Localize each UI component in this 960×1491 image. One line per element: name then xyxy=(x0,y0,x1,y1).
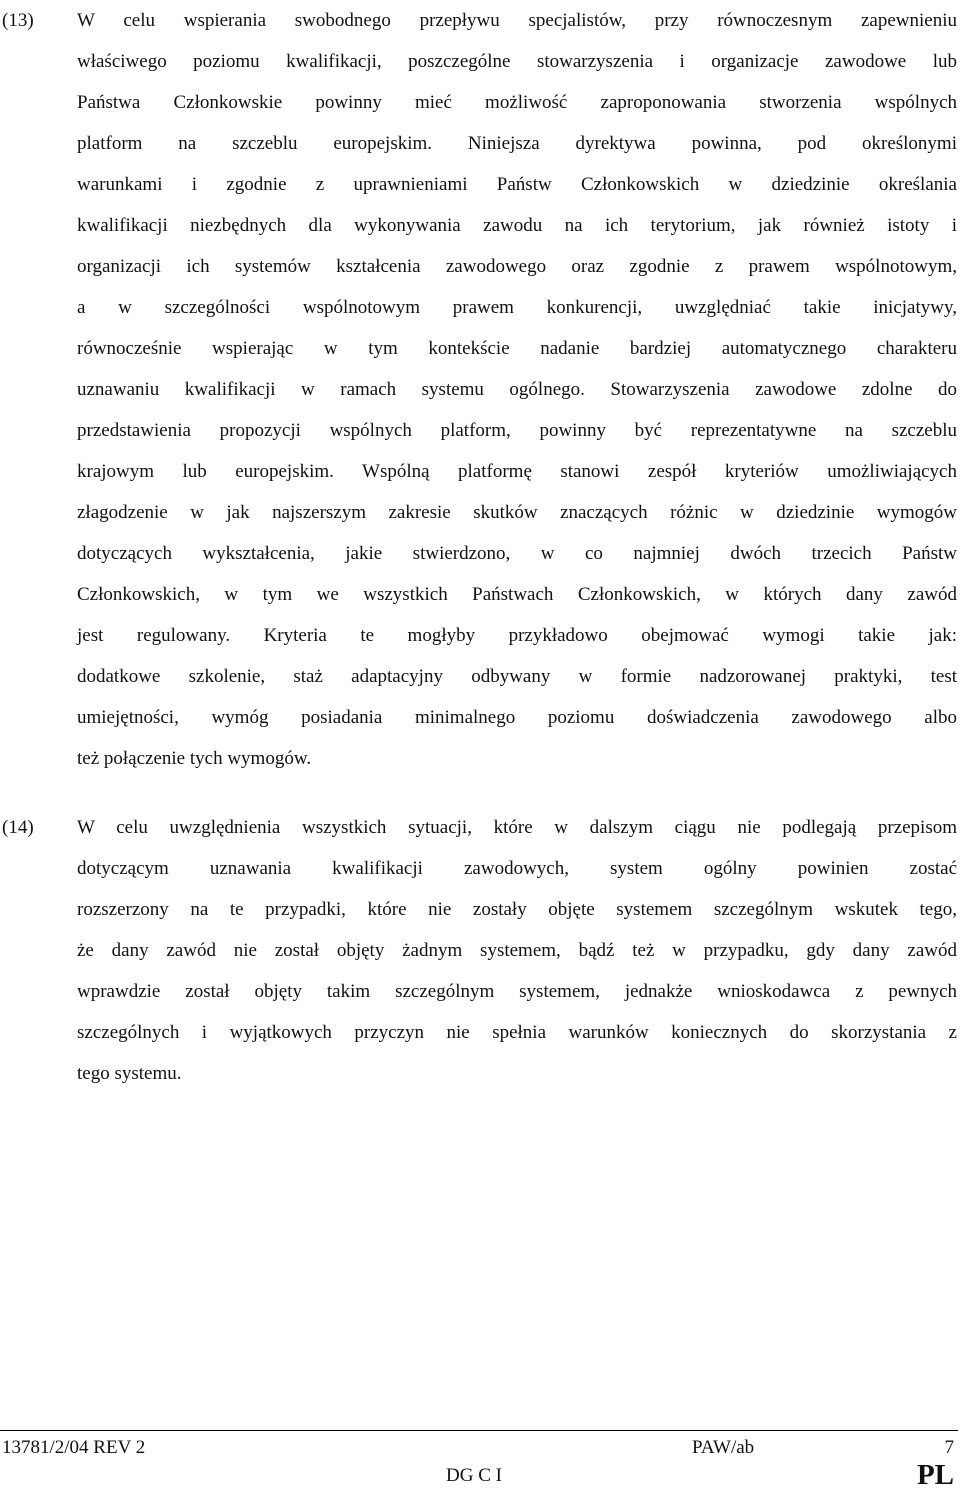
text-line: krajowym lub europejskim. Wspólną platformę stanowi zespół kryteriów umożliwiających xyxy=(77,461,957,482)
text-line: W celu wspierania swobodnego przepływu specjalistów, przy równoczesnym zapewnieniu xyxy=(77,10,957,31)
directorate-code: DG C I xyxy=(446,1465,502,1486)
recital-text xyxy=(77,0,957,779)
text-line: dotyczących wykształcenia, jakie stwierdzono, w co najmniej dwóch trzecich Państw xyxy=(77,543,957,564)
text-line: warunkami i zgodnie z uprawnieniami Państw Członkowskich w dziedzinie określania xyxy=(77,174,957,195)
text-line: W celu uwzględnienia wszystkich sytuacji, które w dalszym ciągu nie podlegają przepisom xyxy=(77,817,957,838)
text-line: organizacji ich systemów kształcenia zawodowego oraz zgodnie z prawem wspólnotowym, xyxy=(77,256,957,277)
document-reference: 13781/2/04 REV 2 xyxy=(2,1437,146,1458)
text-line: Członkowskich, w tym we wszystkich Państwach Członkowskich, w których dany zawód xyxy=(77,584,957,605)
language-code: PL xyxy=(916,1459,954,1491)
footer-divider xyxy=(0,1430,958,1431)
text-line: szczególnych i wyjątkowych przyczyn nie spełnia warunków koniecznych do skorzystania z xyxy=(77,1022,957,1043)
page-number: 7 xyxy=(944,1437,954,1458)
text-line: tego systemu. xyxy=(77,1063,182,1084)
text-line: kwalifikacji niezbędnych dla wykonywania zawodu na ich terytorium, jak również istoty i xyxy=(77,215,957,236)
text-line: rozszerzony na te przypadki, które nie zostały objęte systemem szczególnym wskutek tego, xyxy=(77,899,957,920)
recital-text xyxy=(77,807,957,1094)
text-line: dodatkowe szkolenie, staż adaptacyjny odbywany w formie nadzorowanej praktyki, test xyxy=(77,666,957,687)
text-line: uznawaniu kwalifikacji w ramach systemu ogólnego. Stowarzyszenia zawodowe zdolne do xyxy=(77,379,957,400)
text-line: przedstawienia propozycji wspólnych platform, powinny być reprezentatywne na szczeblu xyxy=(77,420,957,441)
author-initials: PAW/ab xyxy=(692,1437,755,1458)
text-line: Państwa Członkowskie powinny mieć możliwość zaproponowania stworzenia wspólnych xyxy=(77,92,957,113)
text-line: a w szczególności wspólnotowym prawem konkurencji, uwzględniać takie inicjatywy, xyxy=(77,297,957,318)
text-line: równocześnie wspierając w tym kontekście nadanie bardziej automatycznego charakteru xyxy=(77,338,957,359)
text-line: platform na szczeblu europejskim. Niniejsza dyrektywa powinna, pod określonymi xyxy=(77,133,957,154)
text-line: też połączenie tych wymogów. xyxy=(77,748,312,769)
page-footer xyxy=(0,1436,960,1489)
text-line: jest regulowany. Kryteria te mogłyby przykładowo obejmować wymogi takie jak: xyxy=(77,625,957,646)
recital-number: (14) xyxy=(2,817,34,838)
text-line: właściwego poziomu kwalifikacji, poszczególne stowarzyszenia i organizacje zawodowe lub xyxy=(77,51,957,72)
text-line: że dany zawód nie został objęty żadnym systemem, bądź też w przypadku, gdy dany zawód xyxy=(77,940,957,961)
text-line: umiejętności, wymóg posiadania minimalnego poziomu doświadczenia zawodowego albo xyxy=(77,707,957,728)
text-line: złagodzenie w jak najszerszym zakresie skutków znaczących różnic w dziedzinie wymogów xyxy=(77,502,957,523)
text-line: wprawdzie został objęty takim szczególnym systemem, jednakże wnioskodawca z pewnych xyxy=(77,981,957,1002)
recital-number: (13) xyxy=(2,10,34,31)
text-line: dotyczącym uznawania kwalifikacji zawodowych, system ogólny powinien zostać xyxy=(77,858,957,879)
